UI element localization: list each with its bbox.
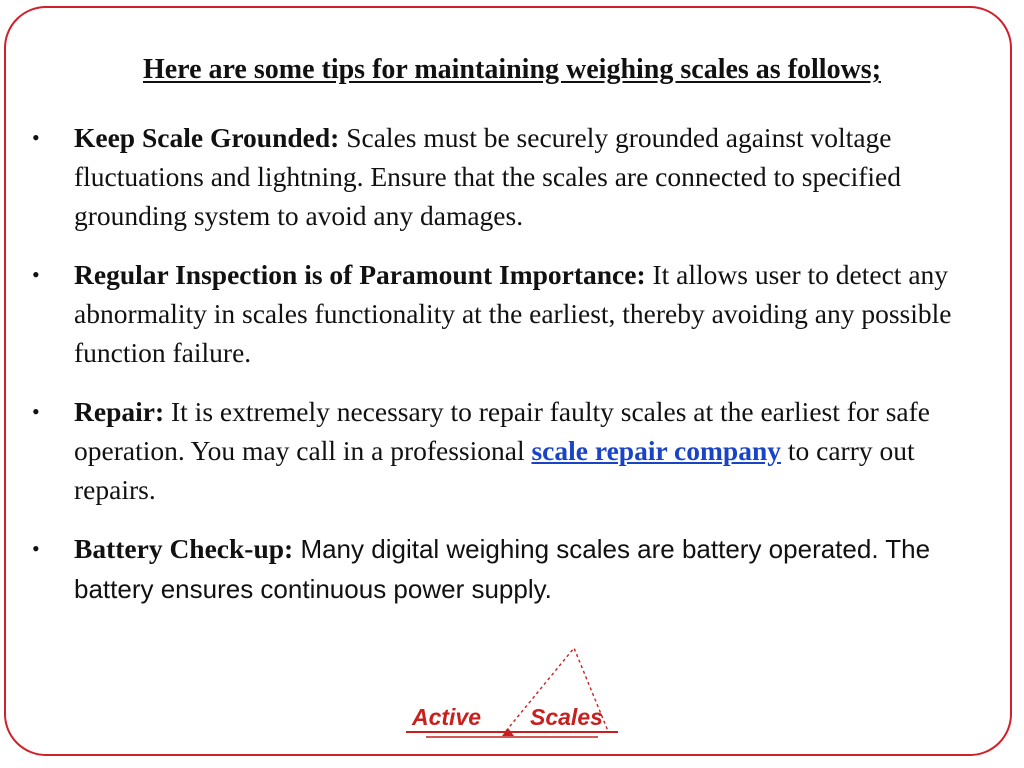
tips-list: [0, 118, 1024, 629]
logo-scales: Scales: [530, 704, 603, 730]
tip-text: It allows user to detect any abnormality in scales functionality at the earliest, thereby avoiding any possible function failure.: [74, 259, 952, 368]
active-scales-logo: [406, 648, 618, 748]
logo-active: Active: [412, 704, 482, 730]
tip-title: Battery Check-up:: [74, 533, 294, 564]
bullet: •: [32, 125, 40, 150]
tip-item: [0, 255, 1024, 372]
tip-text: to carry out repairs.: [74, 435, 915, 505]
tip-title: Keep Scale Grounded:: [74, 122, 340, 153]
tip-text: Many digital weighing scales are battery operated. The battery ensures continuous power supply.: [74, 534, 931, 604]
tip-title: Repair:: [74, 396, 165, 427]
scale-triangle-icon: [406, 648, 618, 748]
bullet: •: [32, 399, 40, 424]
slide-heading: Here are some tips for maintaining weighing scales as follows;: [142, 54, 882, 85]
tip-item: [0, 118, 1024, 235]
tip-text: It is extremely necessary to repair faulty scales at the earliest for safe operation. You may call in a professional: [74, 396, 930, 466]
tip-item: [0, 392, 1024, 509]
tip-item: [0, 529, 1024, 609]
tip-text: Scales must be securely grounded against voltage fluctuations and lightning. Ensure that the scales are connected to specified grounding system to avoid any damages.: [74, 122, 902, 231]
scale-repair-company-link[interactable]: scale repair company: [531, 435, 781, 466]
bullet: •: [32, 262, 40, 287]
tip-title: Regular Inspection is of Paramount Importance:: [74, 259, 646, 290]
bullet: •: [32, 536, 40, 561]
